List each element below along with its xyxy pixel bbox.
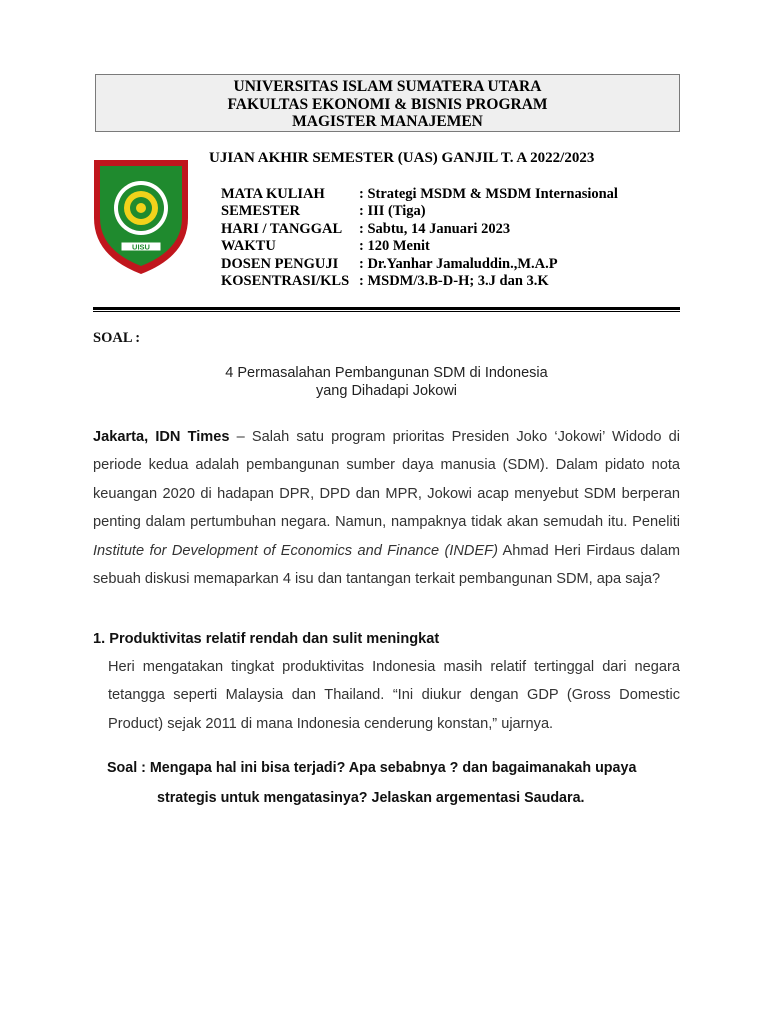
- article-title-line: 4 Permasalahan Pembangunan SDM di Indonesia: [225, 365, 548, 381]
- section-heading: 1. Produktivitas relatif rendah dan sulit meningkat: [93, 631, 440, 647]
- info-value: : III (Tiga): [359, 203, 426, 220]
- exam-info-table: [221, 186, 618, 290]
- info-label: DOSEN PENGUJI: [221, 255, 339, 272]
- university-logo: [92, 156, 190, 276]
- info-value: : Dr.Yanhar Jamaluddin.,M.A.P: [359, 255, 558, 272]
- info-value: : 120 Menit: [359, 238, 430, 255]
- header-line-program: MAGISTER MANAJEMEN: [292, 113, 483, 130]
- info-row: [221, 203, 618, 220]
- exam-title: UJIAN AKHIR SEMESTER (UAS) GANJIL T. A 2022/2023: [209, 150, 595, 166]
- info-value: : Strategi MSDM & MSDM Internasional: [359, 186, 618, 202]
- section-paragraph: Heri mengatakan tingkat produktivitas Indonesia masih relatif tertinggal dari negara tetangga seperti Malaysia dan Thailand. “Ini diukur dengan GDP (Gross Domestic Product) sejak 2011 di mana Indonesia cenderung konstan,” ujarnya.: [108, 659, 680, 732]
- intro-text: Ahmad Heri Firdaus dalam sebuah diskusi memaparkan 4 isu dan tantangan terkait pembangunan SDM, apa saja?: [93, 542, 680, 588]
- question-line: strategis untuk mengatasinya? Jelaskan argementasi Saudara.: [157, 790, 585, 806]
- header-divider: [93, 307, 680, 312]
- info-row: [221, 238, 618, 255]
- info-row: [221, 273, 618, 290]
- question-line: Soal : Mengapa hal ini bisa terjadi? Apa sebabnya ? dan bagaimanakah upaya: [107, 760, 637, 776]
- exam-question: [93, 753, 680, 813]
- header-line-faculty: FAKULTAS EKONOMI & BISNIS PROGRAM: [227, 95, 548, 113]
- soal-label: SOAL :: [93, 330, 141, 346]
- info-label: SEMESTER: [221, 203, 300, 220]
- article-title: [93, 364, 680, 400]
- article-title-line: yang Dihadapi Jokowi: [315, 383, 458, 399]
- info-row: [221, 221, 618, 238]
- info-value: : MSDM/3.B-D-H; 3.J dan 3.K: [359, 272, 549, 289]
- logo-banner-text: UISU: [132, 242, 150, 252]
- info-label: WAKTU: [221, 238, 276, 255]
- info-value: : Sabtu, 14 Januari 2023: [359, 220, 511, 237]
- intro-paragraph: [93, 423, 680, 593]
- info-label: KOSENTRASI/KLS: [221, 272, 350, 289]
- header-line-university: UNIVERSITAS ISLAM SUMATERA UTARA: [233, 78, 542, 95]
- info-row: [221, 186, 618, 203]
- intro-text: – Salah satu program prioritas Presiden Joko ‘Jokowi’ Widodo di periode kedua adalah pembangunan sumber daya manusia (SDM). Dalam pidato nota keuangan 2020 di hadapan DPR, DPD dan MPR, Jokowi acap menyebut SDM berperan penting dalam pertumbuhan negara. Namun, nampaknya tidak akan semudah itu. Peneliti: [93, 429, 680, 531]
- university-header: [95, 74, 680, 132]
- institute-name: Institute for Development of Economics and Finance (INDEF): [93, 542, 498, 559]
- info-label: MATA KULIAH: [221, 186, 325, 202]
- news-source: Jakarta, IDN Times: [93, 429, 230, 445]
- info-row: [221, 256, 618, 273]
- info-label: HARI / TANGGAL: [221, 220, 343, 237]
